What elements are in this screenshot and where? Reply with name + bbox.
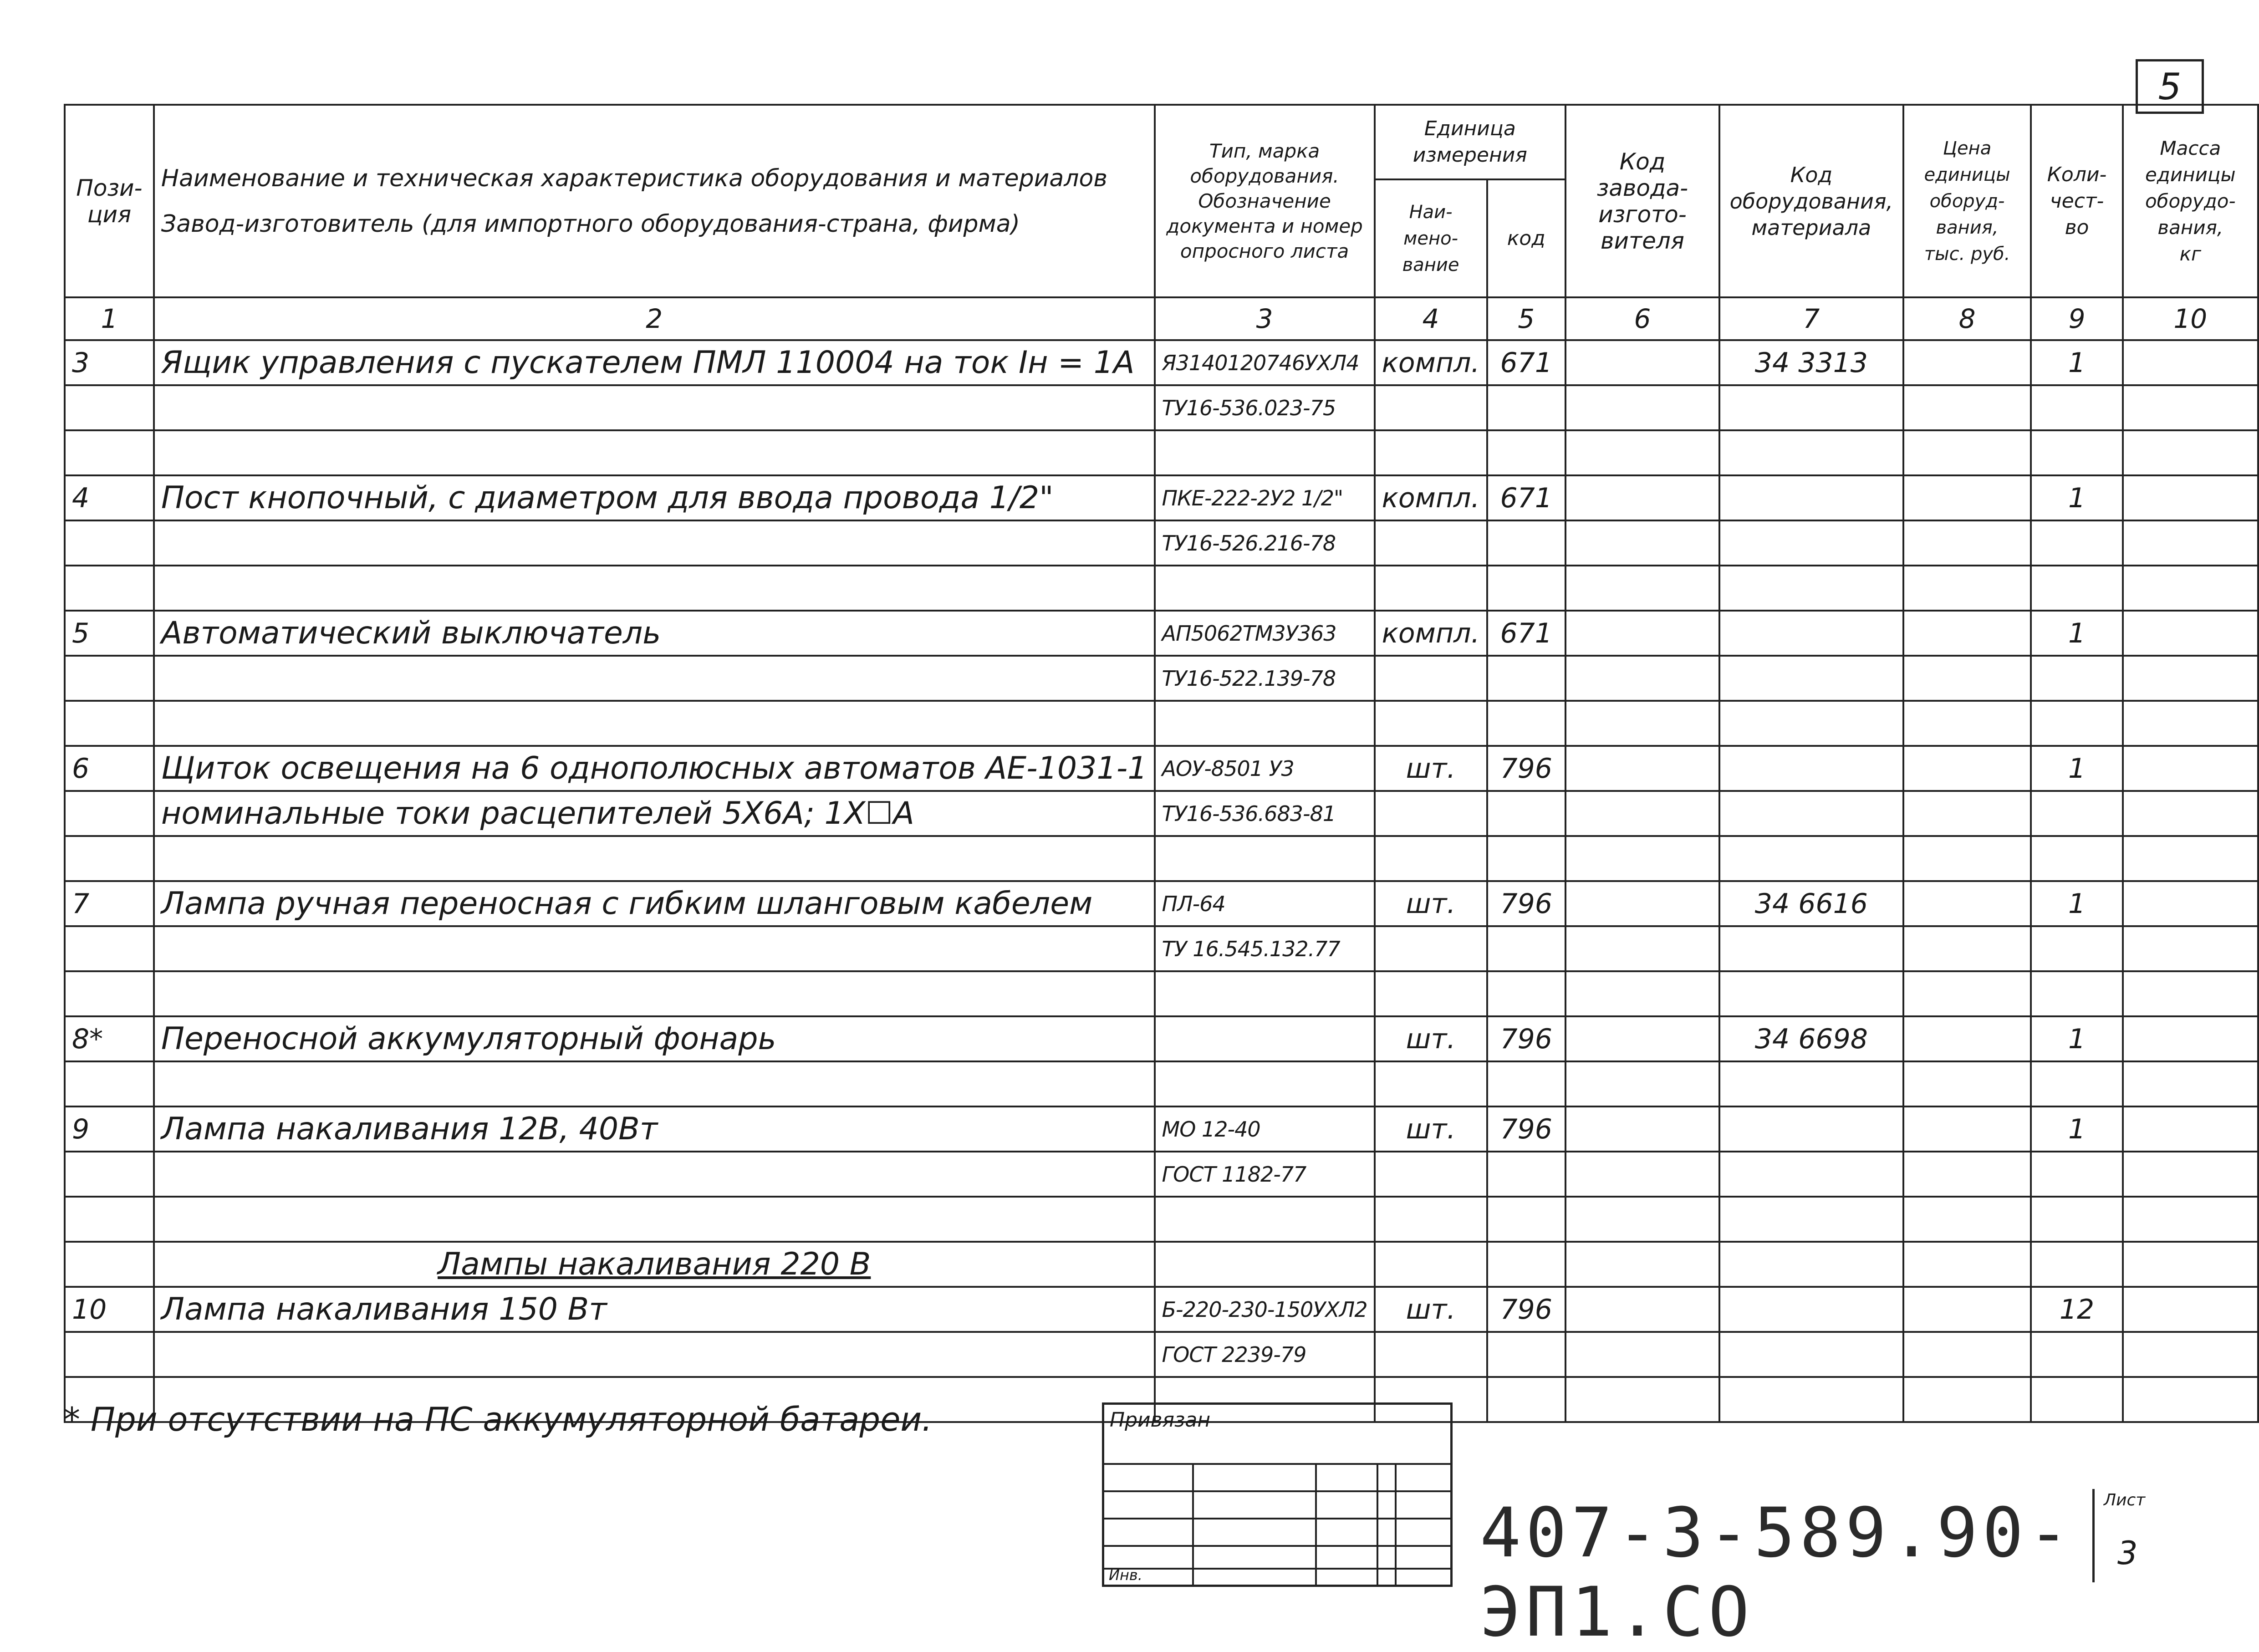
cell-type: ТУ16-522.139-78 bbox=[1155, 656, 1375, 701]
cell-type: АОУ-8501 У3 bbox=[1155, 746, 1375, 791]
cell-price bbox=[1903, 1197, 2031, 1242]
header-equipment-code: Код оборудования, материала bbox=[1719, 105, 1903, 297]
cell-unit bbox=[1375, 520, 1487, 566]
cell-unit-code bbox=[1487, 566, 1565, 611]
cell-maker-code bbox=[1565, 926, 1719, 971]
cell-quantity bbox=[2031, 1152, 2122, 1197]
cell-type: ТУ16-536.683-81 bbox=[1155, 791, 1375, 836]
cell-price bbox=[1903, 926, 2031, 971]
cell-maker-code bbox=[1565, 1287, 1719, 1332]
cell-price bbox=[1903, 475, 2031, 520]
cell-mass bbox=[2123, 701, 2258, 746]
cell-mass bbox=[2123, 475, 2258, 520]
cell-quantity: 12 bbox=[2031, 1287, 2122, 1332]
cell-unit-code bbox=[1487, 926, 1565, 971]
cell-equipment-code bbox=[1719, 1287, 1903, 1332]
footnote: * При отсутствии на ПС аккумуляторной батареи. bbox=[64, 1400, 933, 1438]
header-quantity: Коли- чест- во bbox=[2031, 105, 2122, 297]
cell-name: Автоматический выключатель bbox=[154, 611, 1155, 656]
header-unit-group: Единица измерения bbox=[1375, 105, 1565, 179]
cell-quantity bbox=[2031, 791, 2122, 836]
cell-equipment-code bbox=[1719, 746, 1903, 791]
sheet-number-box bbox=[2092, 1489, 2154, 1582]
cell-unit-code: 796 bbox=[1487, 1106, 1565, 1152]
cell-unit-code: 796 bbox=[1487, 1287, 1565, 1332]
cell-maker-code bbox=[1565, 340, 1719, 385]
cell-mass bbox=[2123, 385, 2258, 430]
cell-unit-code: 671 bbox=[1487, 340, 1565, 385]
column-number: 10 bbox=[2123, 297, 2258, 340]
sheet-label: Лист bbox=[2104, 1491, 2146, 1509]
table-row bbox=[65, 1242, 2258, 1287]
cell-equipment-code bbox=[1719, 1242, 1903, 1287]
cell-quantity bbox=[2031, 430, 2122, 475]
cell-equipment-code bbox=[1719, 971, 1903, 1016]
cell-name bbox=[154, 656, 1155, 701]
table-row bbox=[65, 566, 2258, 611]
cell-type: ПКЕ-222-2У2 1/2" bbox=[1155, 475, 1375, 520]
cell-unit bbox=[1375, 656, 1487, 701]
cell-mass bbox=[2123, 1061, 2258, 1106]
cell-equipment-code bbox=[1719, 1197, 1903, 1242]
cell-price bbox=[1903, 701, 2031, 746]
cell-position bbox=[65, 566, 154, 611]
cell-equipment-code bbox=[1719, 1377, 1903, 1422]
table-row bbox=[65, 611, 2258, 656]
cell-price bbox=[1903, 611, 2031, 656]
cell-maker-code bbox=[1565, 881, 1719, 926]
cell-unit: компл. bbox=[1375, 475, 1487, 520]
cell-price bbox=[1903, 1377, 2031, 1422]
cell-type bbox=[1155, 1016, 1375, 1061]
cell-mass bbox=[2123, 836, 2258, 881]
cell-position bbox=[65, 520, 154, 566]
cell-price bbox=[1903, 1152, 2031, 1197]
cell-equipment-code bbox=[1719, 701, 1903, 746]
cell-maker-code bbox=[1565, 1242, 1719, 1287]
cell-mass bbox=[2123, 566, 2258, 611]
cell-equipment-code bbox=[1719, 520, 1903, 566]
cell-unit-code bbox=[1487, 1061, 1565, 1106]
cell-quantity: 1 bbox=[2031, 611, 2122, 656]
cell-unit bbox=[1375, 1332, 1487, 1377]
header-mass: Масса единицы оборудо- вания, кг bbox=[2123, 105, 2258, 297]
column-number: 3 bbox=[1155, 297, 1375, 340]
cell-equipment-code bbox=[1719, 566, 1903, 611]
cell-unit bbox=[1375, 1152, 1487, 1197]
cell-unit: шт. bbox=[1375, 1106, 1487, 1152]
cell-unit bbox=[1375, 430, 1487, 475]
cell-position: 10 bbox=[65, 1287, 154, 1332]
cell-position: 4 bbox=[65, 475, 154, 520]
cell-price bbox=[1903, 836, 2031, 881]
cell-equipment-code: 34 6698 bbox=[1719, 1016, 1903, 1061]
cell-name bbox=[154, 385, 1155, 430]
cell-quantity bbox=[2031, 1197, 2122, 1242]
cell-mass bbox=[2123, 791, 2258, 836]
cell-type: ТУ16-536.023-75 bbox=[1155, 385, 1375, 430]
cell-price bbox=[1903, 1287, 2031, 1332]
cell-unit bbox=[1375, 385, 1487, 430]
cell-equipment-code bbox=[1719, 1152, 1903, 1197]
table-row bbox=[65, 1061, 2258, 1106]
stamp-grid bbox=[1104, 1405, 1450, 1585]
cell-equipment-code bbox=[1719, 1106, 1903, 1152]
cell-type: ПЛ-64 bbox=[1155, 881, 1375, 926]
cell-equipment-code bbox=[1719, 926, 1903, 971]
cell-price bbox=[1903, 520, 2031, 566]
cell-mass bbox=[2123, 1197, 2258, 1242]
cell-name bbox=[154, 971, 1155, 1016]
stamp-inventory-label: Инв. bbox=[1109, 1566, 1142, 1584]
sheet-number: 3 bbox=[2117, 1535, 2138, 1572]
cell-equipment-code bbox=[1719, 385, 1903, 430]
table-row bbox=[65, 926, 2258, 971]
binding-stamp bbox=[1102, 1402, 1453, 1587]
cell-unit-code bbox=[1487, 836, 1565, 881]
cell-quantity: 1 bbox=[2031, 746, 2122, 791]
cell-name bbox=[154, 1061, 1155, 1106]
cell-unit bbox=[1375, 701, 1487, 746]
cell-position bbox=[65, 1197, 154, 1242]
cell-name bbox=[154, 520, 1155, 566]
cell-unit-code bbox=[1487, 1242, 1565, 1287]
header-unit-name: Наи- мено- вание bbox=[1375, 179, 1487, 297]
cell-equipment-code: 34 3313 bbox=[1719, 340, 1903, 385]
cell-maker-code bbox=[1565, 430, 1719, 475]
cell-mass bbox=[2123, 340, 2258, 385]
cell-price bbox=[1903, 1242, 2031, 1287]
cell-unit bbox=[1375, 566, 1487, 611]
cell-unit-code bbox=[1487, 520, 1565, 566]
cell-price bbox=[1903, 1016, 2031, 1061]
cell-name bbox=[154, 836, 1155, 881]
cell-price bbox=[1903, 1106, 2031, 1152]
cell-name bbox=[154, 1332, 1155, 1377]
cell-price bbox=[1903, 656, 2031, 701]
cell-position: 5 bbox=[65, 611, 154, 656]
cell-position bbox=[65, 836, 154, 881]
cell-name bbox=[154, 566, 1155, 611]
cell-maker-code bbox=[1565, 746, 1719, 791]
cell-equipment-code bbox=[1719, 430, 1903, 475]
cell-price bbox=[1903, 430, 2031, 475]
column-number: 5 bbox=[1487, 297, 1565, 340]
cell-position bbox=[65, 971, 154, 1016]
cell-equipment-code bbox=[1719, 1061, 1903, 1106]
table-row bbox=[65, 1106, 2258, 1152]
cell-equipment-code bbox=[1719, 836, 1903, 881]
cell-position bbox=[65, 656, 154, 701]
table-row bbox=[65, 475, 2258, 520]
header-price: Цена единицы оборуд- вания, тыс. руб. bbox=[1903, 105, 2031, 297]
cell-type bbox=[1155, 971, 1375, 1016]
cell-unit: компл. bbox=[1375, 340, 1487, 385]
cell-type: Я3140120746УХЛ4 bbox=[1155, 340, 1375, 385]
cell-quantity bbox=[2031, 520, 2122, 566]
cell-unit bbox=[1375, 836, 1487, 881]
cell-name bbox=[154, 926, 1155, 971]
cell-type: МО 12-40 bbox=[1155, 1106, 1375, 1152]
header-unit-code: код bbox=[1487, 179, 1565, 297]
cell-maker-code bbox=[1565, 701, 1719, 746]
cell-unit-code bbox=[1487, 385, 1565, 430]
cell-mass bbox=[2123, 520, 2258, 566]
cell-quantity bbox=[2031, 656, 2122, 701]
table-row bbox=[65, 1287, 2258, 1332]
cell-equipment-code bbox=[1719, 656, 1903, 701]
cell-quantity: 1 bbox=[2031, 881, 2122, 926]
cell-price bbox=[1903, 340, 2031, 385]
cell-quantity bbox=[2031, 1377, 2122, 1422]
cell-type: ТУ 16.545.132.77 bbox=[1155, 926, 1375, 971]
table-row bbox=[65, 1197, 2258, 1242]
cell-equipment-code bbox=[1719, 475, 1903, 520]
cell-mass bbox=[2123, 1016, 2258, 1061]
cell-position bbox=[65, 1152, 154, 1197]
cell-name: Лампа накаливания 12В, 40Вт bbox=[154, 1106, 1155, 1152]
cell-price bbox=[1903, 1061, 2031, 1106]
cell-unit: шт. bbox=[1375, 881, 1487, 926]
specification-table bbox=[64, 104, 2259, 1423]
column-number: 1 bbox=[65, 297, 154, 340]
column-number: 4 bbox=[1375, 297, 1487, 340]
cell-price bbox=[1903, 1332, 2031, 1377]
cell-unit-code bbox=[1487, 430, 1565, 475]
cell-name: Переносной аккумуляторный фонарь bbox=[154, 1016, 1155, 1061]
cell-unit-code bbox=[1487, 791, 1565, 836]
cell-position bbox=[65, 1061, 154, 1106]
table-row bbox=[65, 881, 2258, 926]
cell-unit bbox=[1375, 1061, 1487, 1106]
cell-position: 3 bbox=[65, 340, 154, 385]
cell-unit-code: 796 bbox=[1487, 746, 1565, 791]
cell-maker-code bbox=[1565, 475, 1719, 520]
cell-quantity bbox=[2031, 385, 2122, 430]
cell-position: 7 bbox=[65, 881, 154, 926]
cell-unit bbox=[1375, 1242, 1487, 1287]
cell-unit-code: 671 bbox=[1487, 611, 1565, 656]
table-row bbox=[65, 1152, 2258, 1197]
cell-name bbox=[154, 1197, 1155, 1242]
cell-quantity: 1 bbox=[2031, 1106, 2122, 1152]
cell-mass bbox=[2123, 656, 2258, 701]
cell-maker-code bbox=[1565, 1061, 1719, 1106]
cell-mass bbox=[2123, 926, 2258, 971]
cell-price bbox=[1903, 746, 2031, 791]
cell-maker-code bbox=[1565, 1197, 1719, 1242]
cell-mass bbox=[2123, 1377, 2258, 1422]
table-row bbox=[65, 791, 2258, 836]
cell-maker-code bbox=[1565, 836, 1719, 881]
cell-mass bbox=[2123, 430, 2258, 475]
cell-position bbox=[65, 926, 154, 971]
cell-unit-code bbox=[1487, 1332, 1565, 1377]
cell-type bbox=[1155, 1242, 1375, 1287]
cell-position: 9 bbox=[65, 1106, 154, 1152]
cell-equipment-code: 34 6616 bbox=[1719, 881, 1903, 926]
cell-price bbox=[1903, 971, 2031, 1016]
cell-quantity bbox=[2031, 836, 2122, 881]
cell-unit bbox=[1375, 926, 1487, 971]
column-number: 6 bbox=[1565, 297, 1719, 340]
table-row bbox=[65, 430, 2258, 475]
cell-mass bbox=[2123, 1106, 2258, 1152]
cell-maker-code bbox=[1565, 791, 1719, 836]
header-type: Тип, марка оборудования. Обозначение документа и номер опросного листа bbox=[1155, 105, 1375, 297]
cell-position bbox=[65, 701, 154, 746]
cell-mass bbox=[2123, 1287, 2258, 1332]
cell-type: АП5062ТМ3У363 bbox=[1155, 611, 1375, 656]
cell-unit-code bbox=[1487, 656, 1565, 701]
header-maker-code: Код завода- изгото- вителя bbox=[1565, 105, 1719, 297]
cell-quantity bbox=[2031, 701, 2122, 746]
stamp-title: Привязан bbox=[1110, 1408, 1211, 1432]
table-row bbox=[65, 340, 2258, 385]
cell-name: Лампа накаливания 150 Вт bbox=[154, 1287, 1155, 1332]
cell-type bbox=[1155, 1197, 1375, 1242]
cell-unit bbox=[1375, 971, 1487, 1016]
document-code: 407-3-589.90-ЭП1.СО bbox=[1480, 1494, 2074, 1652]
cell-position: 6 bbox=[65, 746, 154, 791]
cell-mass bbox=[2123, 881, 2258, 926]
cell-unit-code bbox=[1487, 971, 1565, 1016]
cell-position bbox=[65, 1332, 154, 1377]
page-number: 5 bbox=[2136, 59, 2204, 114]
cell-mass bbox=[2123, 1332, 2258, 1377]
cell-maker-code bbox=[1565, 1332, 1719, 1377]
cell-type: Б-220-230-150УХЛ2 bbox=[1155, 1287, 1375, 1332]
cell-unit-code bbox=[1487, 1377, 1565, 1422]
table-row bbox=[65, 971, 2258, 1016]
cell-unit: компл. bbox=[1375, 611, 1487, 656]
cell-mass bbox=[2123, 611, 2258, 656]
cell-mass bbox=[2123, 1242, 2258, 1287]
table-row bbox=[65, 1016, 2258, 1061]
cell-equipment-code bbox=[1719, 1332, 1903, 1377]
cell-name bbox=[154, 1152, 1155, 1197]
cell-maker-code bbox=[1565, 656, 1719, 701]
cell-position bbox=[65, 791, 154, 836]
cell-position bbox=[65, 430, 154, 475]
cell-unit-code: 796 bbox=[1487, 881, 1565, 926]
cell-unit-code: 671 bbox=[1487, 475, 1565, 520]
column-number: 8 bbox=[1903, 297, 2031, 340]
cell-name: Ящик управления с пускателем ПМЛ 110004 на ток Iн = 1А bbox=[154, 340, 1155, 385]
cell-name bbox=[154, 430, 1155, 475]
cell-name: Пост кнопочный, с диаметром для ввода провода 1/2" bbox=[154, 475, 1155, 520]
cell-unit: шт. bbox=[1375, 1287, 1487, 1332]
cell-price bbox=[1903, 385, 2031, 430]
cell-type: ТУ16-526.216-78 bbox=[1155, 520, 1375, 566]
cell-unit-code bbox=[1487, 1152, 1565, 1197]
cell-unit-code: 796 bbox=[1487, 1016, 1565, 1061]
cell-name bbox=[154, 701, 1155, 746]
cell-mass bbox=[2123, 971, 2258, 1016]
cell-quantity bbox=[2031, 971, 2122, 1016]
cell-maker-code bbox=[1565, 611, 1719, 656]
table-row bbox=[65, 701, 2258, 746]
cell-unit-code bbox=[1487, 701, 1565, 746]
cell-price bbox=[1903, 881, 2031, 926]
cell-type bbox=[1155, 836, 1375, 881]
cell-name: Лампа ручная переносная с гибким шланговым кабелем bbox=[154, 881, 1155, 926]
cell-maker-code bbox=[1565, 385, 1719, 430]
cell-quantity: 1 bbox=[2031, 1016, 2122, 1061]
cell-quantity bbox=[2031, 1242, 2122, 1287]
cell-quantity bbox=[2031, 1061, 2122, 1106]
cell-maker-code bbox=[1565, 1377, 1719, 1422]
header-position: Пози- ция bbox=[65, 105, 154, 297]
cell-maker-code bbox=[1565, 520, 1719, 566]
cell-maker-code bbox=[1565, 971, 1719, 1016]
column-number: 2 bbox=[154, 297, 1155, 340]
cell-maker-code bbox=[1565, 1016, 1719, 1061]
cell-position bbox=[65, 1242, 154, 1287]
cell-name: номинальные токи расцепителей 5Х6А; 1Х☐А bbox=[154, 791, 1155, 836]
table-row bbox=[65, 746, 2258, 791]
cell-type bbox=[1155, 701, 1375, 746]
cell-type bbox=[1155, 1061, 1375, 1106]
cell-quantity: 1 bbox=[2031, 475, 2122, 520]
table-row bbox=[65, 385, 2258, 430]
cell-type bbox=[1155, 430, 1375, 475]
cell-type bbox=[1155, 566, 1375, 611]
cell-position bbox=[65, 385, 154, 430]
cell-position: 8* bbox=[65, 1016, 154, 1061]
cell-mass bbox=[2123, 746, 2258, 791]
column-number: 7 bbox=[1719, 297, 1903, 340]
cell-price bbox=[1903, 566, 2031, 611]
table-row bbox=[65, 520, 2258, 566]
table-row bbox=[65, 656, 2258, 701]
header-name: Наименование и техническая характеристика оборудования и материалов Завод-изготовитель (для импортного оборудования-страна, фирма) bbox=[154, 105, 1155, 297]
cell-mass bbox=[2123, 1152, 2258, 1197]
cell-unit: шт. bbox=[1375, 1016, 1487, 1061]
cell-unit bbox=[1375, 1197, 1487, 1242]
cell-quantity bbox=[2031, 566, 2122, 611]
table-row bbox=[65, 836, 2258, 881]
cell-type: ГОСТ 1182-77 bbox=[1155, 1152, 1375, 1197]
column-number-row bbox=[65, 297, 2258, 340]
cell-name: Щиток освещения на 6 однополюсных автоматов АЕ-1031-1 bbox=[154, 746, 1155, 791]
cell-price bbox=[1903, 791, 2031, 836]
cell-quantity bbox=[2031, 1332, 2122, 1377]
cell-quantity bbox=[2031, 926, 2122, 971]
cell-unit-code bbox=[1487, 1197, 1565, 1242]
table-row bbox=[65, 1332, 2258, 1377]
cell-unit: шт. bbox=[1375, 746, 1487, 791]
cell-type: ГОСТ 2239-79 bbox=[1155, 1332, 1375, 1377]
cell-maker-code bbox=[1565, 1152, 1719, 1197]
column-number: 9 bbox=[2031, 297, 2122, 340]
cell-maker-code bbox=[1565, 566, 1719, 611]
cell-maker-code bbox=[1565, 1106, 1719, 1152]
cell-quantity: 1 bbox=[2031, 340, 2122, 385]
cell-equipment-code bbox=[1719, 611, 1903, 656]
cell-name: Лампы накаливания 220 В bbox=[154, 1242, 1155, 1287]
cell-unit bbox=[1375, 791, 1487, 836]
cell-equipment-code bbox=[1719, 791, 1903, 836]
